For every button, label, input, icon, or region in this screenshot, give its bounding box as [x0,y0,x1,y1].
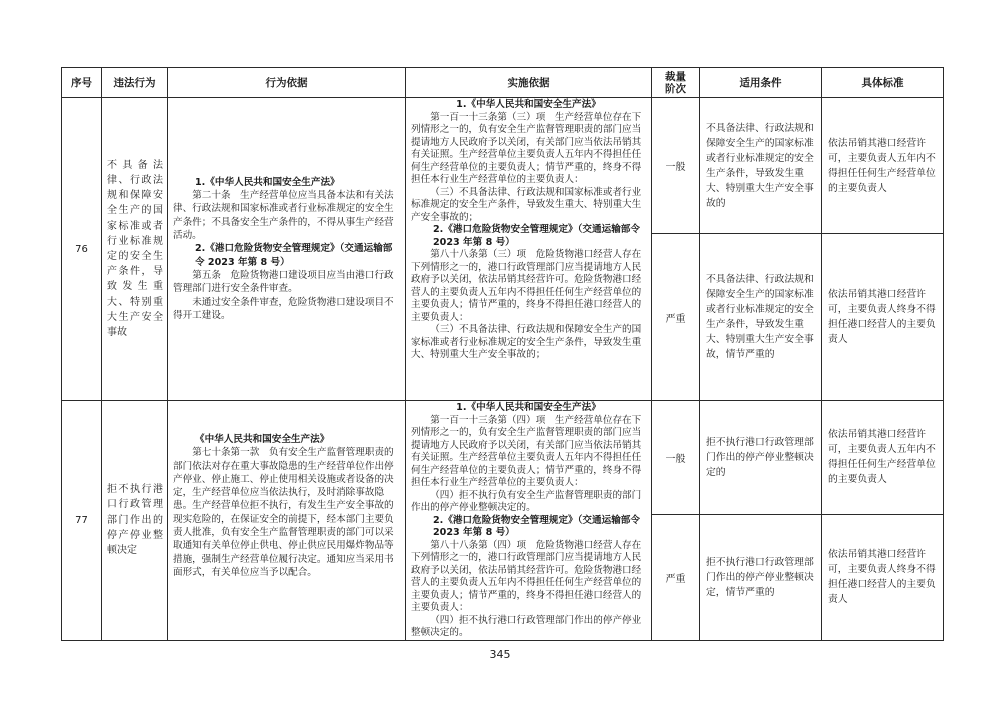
violation-behavior: 不具备法律、行政法规和保障安全生产的国家标准或者行业标准规定的安全生产条件，导致发生重大、特别重大生产安全事故 [102,98,168,401]
impl-paragraph: （三）不具备法律、行政法规和保障安全生产的国家标准或者行业标准规定的安全生产条件，导致发生重大、特别重大生产安全事故的； [411,324,642,360]
basis-paragraph: 第二十条 生产经营单位应当具备本法和有关法律、行政法规和国家标准或者行业标准规定的安全生产条件；不具备安全生产条件的，不得从事生产经营活动。 [173,190,394,242]
header-condition: 适用条件 [700,68,822,98]
header-basis: 行为依据 [168,68,406,98]
impl-law-title: 1.《中华人民共和国安全生产法》 [456,402,601,413]
discretion-table [61,67,944,641]
table-row [62,401,944,515]
standard-general: 依法吊销其港口经营许可，主要负责人五年内不得担任任何生产经营单位的主要负责人 [822,98,944,234]
impl-paragraph: 第一百一十三条第（四）项 生产经营单位存在下列情形之一的，负有安全生产监督管理职责的部门应当提请地方人民政府予以关闭，有关部门应当依法吊销其有关证照。生产经营单位主要负责人五年内不得担任任何生产经营单位的主要负责人；情节严重的，终身不得担任本行业生产经营单位的主要负责人： [411,414,642,488]
row-number: 77 [62,401,102,641]
table-header-row [62,68,944,98]
header-no: 序号 [62,68,102,98]
legal-basis [168,98,406,401]
implementation-basis [406,401,652,641]
row-number: 76 [62,98,102,401]
basis-law-title: 2.《港口危险货物安全管理规定》（交通运输部令 2023 年第 8 号） [195,243,393,268]
implementation-basis [406,98,652,401]
level-serious: 严重 [652,514,700,640]
basis-paragraph: 第五条 危险货物港口建设项目应当由港口行政管理部门进行安全条件审查。 [173,269,394,295]
basis-law-title: 《中华人民共和国安全生产法》 [195,434,330,445]
level-general: 一般 [652,401,700,515]
impl-paragraph: （三）不具备法律、行政法规和国家标准或者行业标准规定的安全生产条件，导致发生重大、特别重大生产安全事故的； [411,186,642,223]
impl-paragraph: 第八十八条第（三）项 危险货物港口经营人存在下列情形之一的，港口行政管理部门应当提请地方人民政府予以关闭，依法吊销其经营许可。危险货物港口经营人的主要负责人五年内不得担任任何生产经营单位的主要负责人；情节严重的，终身不得担任港口经营人的主要负责人： [411,249,642,323]
standard-general: 依法吊销其港口经营许可，主要负责人五年内不得担任任何生产经营单位的主要负责人 [822,401,944,515]
header-level: 裁量阶次 [652,68,700,98]
basis-law-title: 1.《中华人民共和国安全生产法》 [195,176,340,188]
impl-law-title: 2.《港口危险货物安全管理规定》（交通运输部令 2023 年第 8 号） [433,224,640,248]
header-implementation: 实施依据 [406,68,652,98]
impl-paragraph: 第八十八条第（四）项 危险货物港口经营人存在下列情形之一的，港口行政管理部门应当提请地方人民政府予以关闭，依法吊销其经营许可。危险货物港口经营人的主要负责人五年内不得担任任何生产经营单位的主要负责人；情节严重的，终身不得担任港口经营人的主要负责人： [411,539,642,613]
condition-serious: 拒不执行港口行政管理部门作出的停产停业整顿决定，情节严重的 [700,514,822,640]
condition-general: 不具备法律、行政法规和保障安全生产的国家标准或者行业标准规定的安全生产条件，导致发生重大、特别重大生产安全事故的 [700,98,822,234]
basis-paragraph: 未通过安全条件审查，危险货物港口建设项目不得开工建设。 [173,296,394,321]
violation-behavior: 拒不执行港口行政管理部门作出的停产停业整顿决定 [102,401,168,641]
condition-serious: 不具备法律、行政法规和保障安全生产的国家标准或者行业标准规定的安全生产条件，导致发生重大、特别重大生产安全事故，情节严重的 [700,234,822,401]
impl-paragraph: 第一百一十三条第（三）项 生产经营单位存在下列情形之一的，负有安全生产监督管理职责的部门应当提请地方人民政府予以关闭，有关部门应当依法吊销其有关证照。生产经营单位主要负责人五年内不得担任任何生产经营单位的主要负责人；情节严重的，终身不得担任本行业生产经营单位的主要负责人： [411,111,642,185]
header-standard: 具体标准 [822,68,944,98]
level-general: 一般 [652,98,700,234]
impl-paragraph: （四）拒不执行负有安全生产监督管理职责的部门作出的停产停业整顿决定的。 [411,489,642,513]
impl-law-title: 2.《港口危险货物安全管理规定》（交通运输部令 2023 年第 8 号） [433,514,640,538]
page-number: 345 [489,648,511,661]
standard-serious: 依法吊销其港口经营许可，主要负责人终身不得担任港口经营人的主要负责人 [822,234,944,401]
condition-general: 拒不执行港口行政管理部门作出的停产停业整顿决定的 [700,401,822,515]
basis-paragraph: 第七十条第一款 负有安全生产监督管理职责的部门依法对存在重大事故隐患的生产经营单位作出停产停业、停止施工、停止使用相关设施或者设备的决定，生产经营单位应当依法执行，及时消除事故隐患。生产经营单位拒不执行，有发生生产安全事故的现实危险的，在保证安全的前提下，经本部门主要负责人批准，负有安全生产监督管理职责的部门可以采取通知有关单位停止供电、停止供应民用爆炸物品等措施，强制生产经营单位履行决定。通知应当采用书面形式，有关单位应当予以配合。 [173,447,394,578]
impl-paragraph: （四）拒不执行港口行政管理部门作出的停产停业整顿决定的。 [411,614,642,638]
level-serious: 严重 [652,234,700,401]
standard-serious: 依法吊销其港口经营许可，主要负责人终身不得担任港口经营人的主要负责人 [822,514,944,640]
legal-basis [168,401,406,641]
header-behavior: 违法行为 [102,68,168,98]
impl-law-title: 1.《中华人民共和国安全生产法》 [456,99,601,110]
table-row [62,98,944,234]
